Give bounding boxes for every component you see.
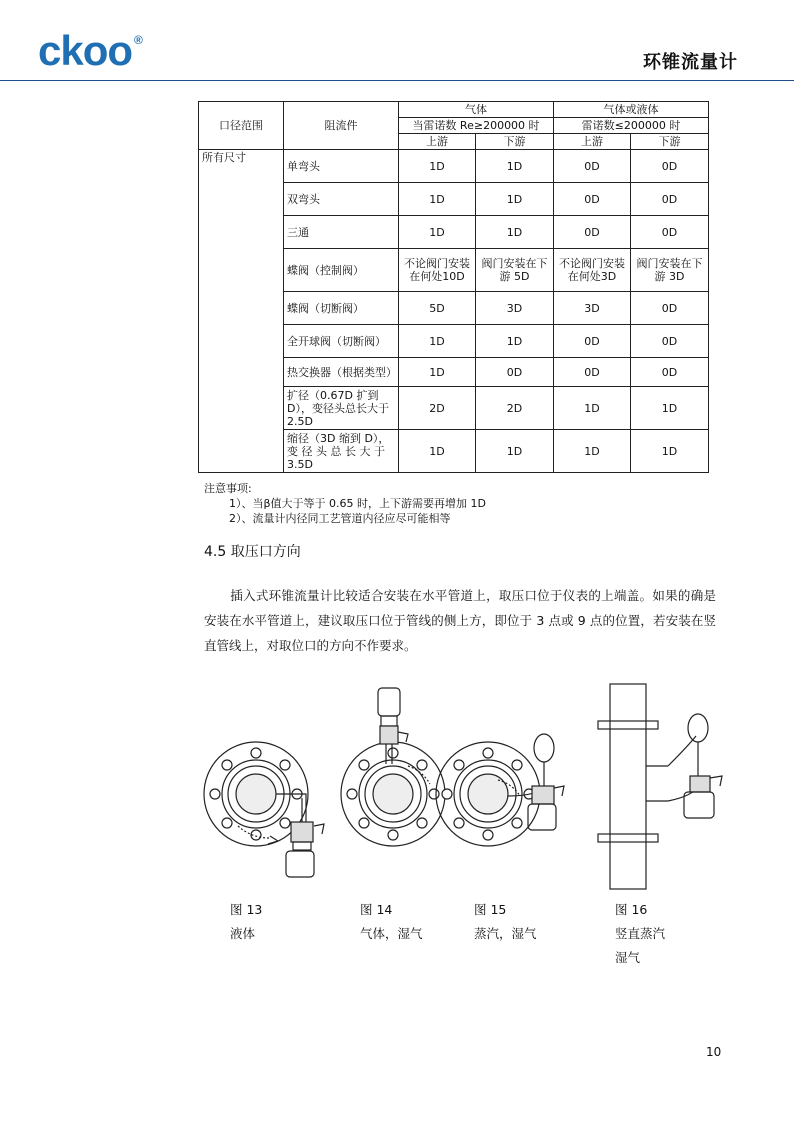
value-cell: 2D	[399, 387, 476, 430]
fitting-cell: 蝶阀（切断阀）	[284, 292, 399, 325]
registered-mark: ®	[134, 33, 142, 47]
value-cell: 0D	[476, 358, 554, 387]
figure-15-caption	[474, 898, 537, 946]
figure-13-caption	[230, 898, 262, 946]
figure-label: 图 14	[360, 902, 393, 917]
figure-desc: 蒸汽，湿气	[474, 926, 537, 941]
value-cell: 0D	[554, 358, 631, 387]
straight-pipe-table	[198, 101, 709, 473]
fitting-cell: 全开球阀（切断阀）	[284, 325, 399, 358]
value-cell: 1D	[476, 183, 554, 216]
value-cell: 0D	[554, 216, 631, 249]
gl-upstream-header: 上游	[554, 134, 631, 150]
value-cell: 0D	[631, 325, 709, 358]
value-cell: 1D	[476, 430, 554, 473]
header-gas: 气体	[399, 102, 554, 118]
gl-downstream-header: 下游	[631, 134, 709, 150]
value-cell: 3D	[476, 292, 554, 325]
gas-downstream-header: 下游	[476, 134, 554, 150]
value-cell: 1D	[399, 150, 476, 183]
value-cell: 1D	[399, 216, 476, 249]
value-cell: 3D	[554, 292, 631, 325]
cond-gas-liquid: 雷诺数≤200000 时	[554, 118, 709, 134]
note-item: 1）、当β值大于等于 0.65 时，上下游需要再增加 1D	[229, 497, 486, 510]
figure-desc: 气体，湿气	[360, 926, 423, 941]
value-cell: 不论阀门安装在何处10D	[399, 249, 476, 292]
value-cell: 阀门安装在下游 3D	[631, 249, 709, 292]
value-cell: 0D	[554, 325, 631, 358]
value-cell: 0D	[631, 358, 709, 387]
value-cell: 1D	[399, 325, 476, 358]
note-item: 2）、流量计内径同工艺管道内径应尽可能相等	[229, 512, 451, 525]
value-cell: 0D	[554, 183, 631, 216]
value-cell: 1D	[554, 387, 631, 430]
fitting-cell: 热交换器（根据类型）	[284, 358, 399, 387]
value-cell: 0D	[554, 150, 631, 183]
value-cell: 1D	[476, 150, 554, 183]
value-cell: 1D	[476, 325, 554, 358]
header-gas-liquid: 气体或液体	[554, 102, 709, 118]
figure-label: 图 13	[230, 902, 263, 917]
fitting-cell: 单弯头	[284, 150, 399, 183]
figure-label: 图 15	[474, 902, 507, 917]
figure-13-drawing	[204, 742, 324, 877]
figure-desc: 竖直蒸汽	[615, 926, 666, 941]
value-cell: 1D	[476, 216, 554, 249]
value-cell: 0D	[631, 183, 709, 216]
figure-desc: 液体	[230, 926, 256, 941]
value-cell: 1D	[631, 387, 709, 430]
fitting-cell: 三通	[284, 216, 399, 249]
paragraph-text: 插入式环锥流量计比较适合安装在水平管道上，取压口位于仪表的上端盖。如果的确是安装在水平管道上，建议取压口位于管线的侧上方，即位于 3 点或 9 点的位置，若安装在竖直管线上，对取位口的方向不作要求。	[204, 588, 716, 653]
header-resistance: 阻流件	[284, 102, 399, 150]
logo	[38, 27, 142, 74]
logo-text: ckoo	[38, 27, 133, 74]
value-cell: 0D	[631, 292, 709, 325]
document-title: 环锥流量计	[643, 52, 738, 73]
installation-figures	[198, 676, 758, 891]
header-diameter: 口径范围	[199, 102, 284, 150]
page-number: 10	[706, 1045, 722, 1059]
value-cell: 2D	[476, 387, 554, 430]
fitting-cell: 蝶阀（控制阀）	[284, 249, 399, 292]
cond-gas: 当雷诺数 Re≥200000 时	[399, 118, 554, 134]
figure-14-caption	[360, 898, 423, 946]
value-cell: 5D	[399, 292, 476, 325]
value-cell: 不论阀门安装在何处3D	[554, 249, 631, 292]
header-rule	[0, 80, 794, 81]
figure-14-drawing	[341, 688, 445, 846]
value-cell: 1D	[399, 183, 476, 216]
value-cell: 阀门安装在下游 5D	[476, 249, 554, 292]
value-cell: 1D	[399, 430, 476, 473]
figure-16-caption	[615, 898, 665, 970]
value-cell: 1D	[554, 430, 631, 473]
figure-16-drawing	[598, 684, 722, 889]
section-heading: 4.5 取压口方向	[204, 544, 301, 560]
fitting-cell: 缩径（3D 缩到 D），变 径 头 总 长 大 于 3.5D	[284, 430, 399, 473]
figure-15-drawing	[436, 734, 564, 846]
figure-label: 图 16	[615, 902, 648, 917]
fitting-cell: 扩径（0.67D 扩到 D），变径头总长大于 2.5D	[284, 387, 399, 430]
table-row	[199, 150, 709, 183]
section-paragraph	[204, 583, 716, 658]
fitting-cell: 双弯头	[284, 183, 399, 216]
value-cell: 0D	[631, 216, 709, 249]
value-cell: 1D	[399, 358, 476, 387]
figure-desc-2: 湿气	[615, 950, 641, 965]
value-cell: 1D	[631, 430, 709, 473]
gas-upstream-header: 上游	[399, 134, 476, 150]
value-cell: 0D	[631, 150, 709, 183]
notes-title: 注意事项:	[204, 482, 252, 495]
notes-block	[204, 481, 486, 526]
all-sizes-cell: 所有尺寸	[199, 150, 284, 473]
